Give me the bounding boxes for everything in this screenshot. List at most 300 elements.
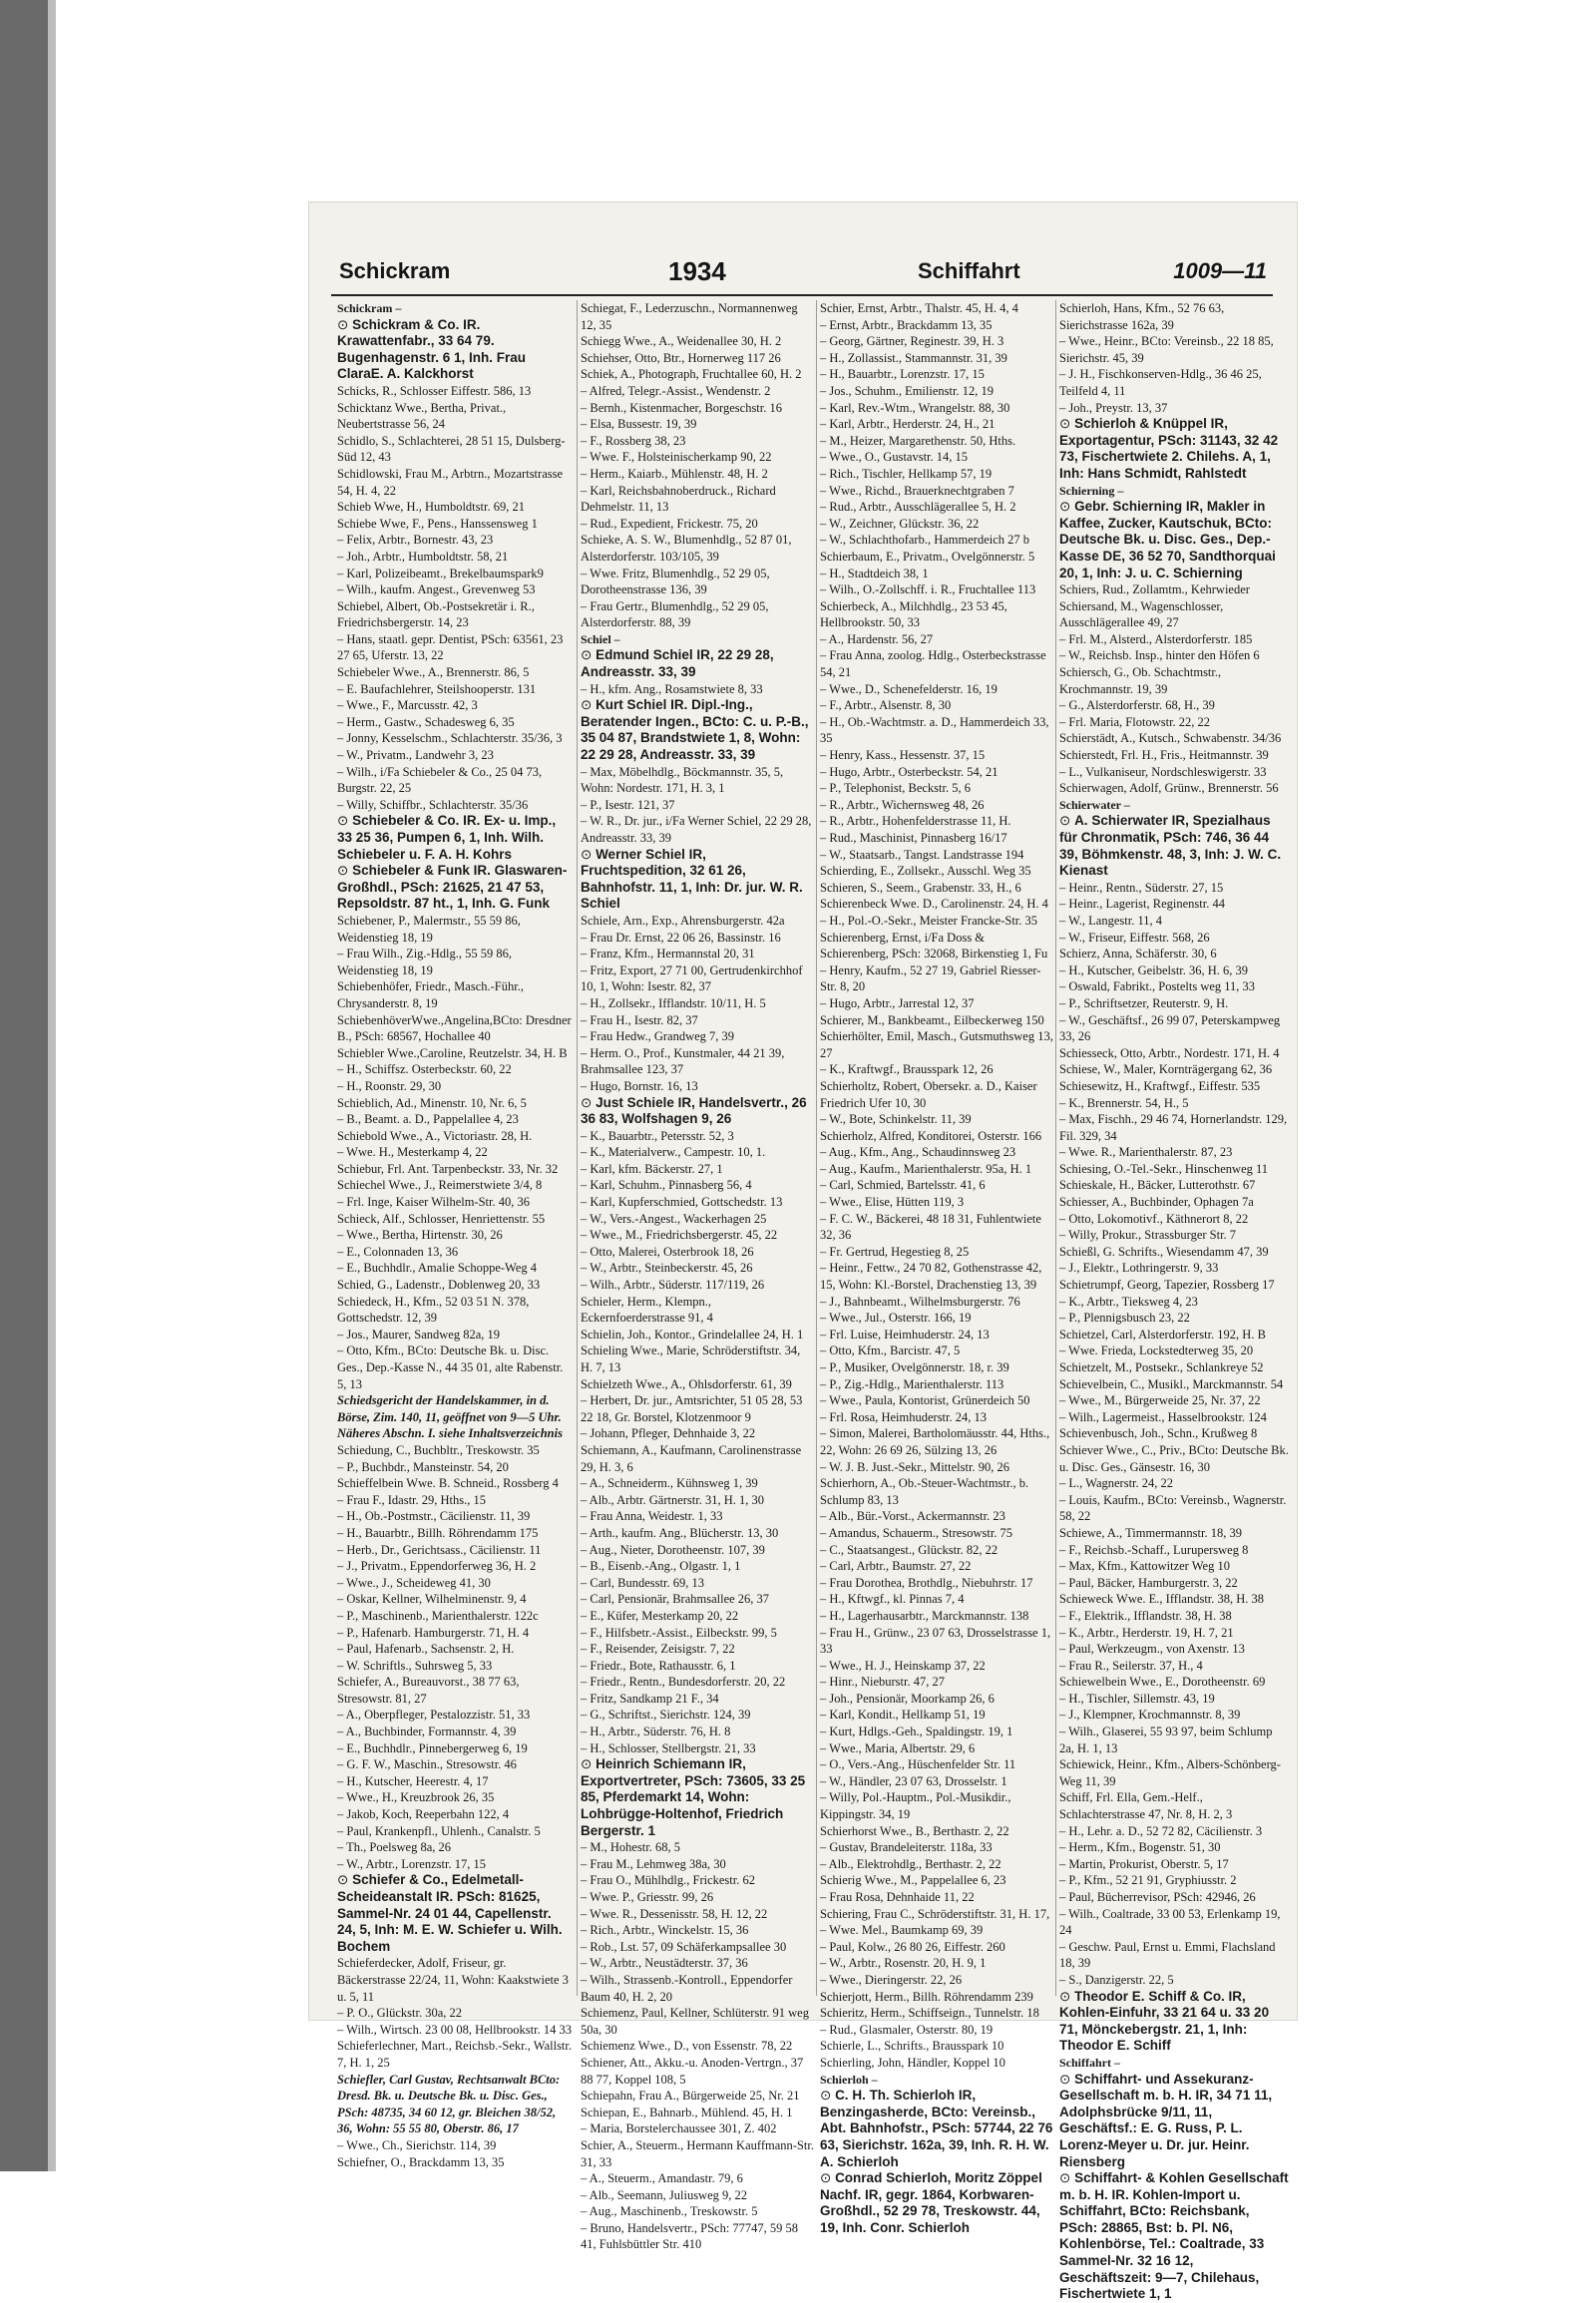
directory-entry: Schiedsgericht der Handelskammer, in d. Börse, Zim. 140, 11, geöffnet von 9—5 Uhr. Näheres Abschn. I. siehe Inhaltsverzeichnis: [337, 1393, 563, 1441]
directory-column-4: [1059, 300, 1289, 2302]
firm-entry: ⊙ Schiffahrt- & Kohlen Gesellschaft m. b. H. IR. Kohlen-Import u. Schiffahrt, BCto: Reichsbank, PSch: 28865, Bst: b. Pl. N6, Kohlenbörse, Tel.: Coaltrade, 33 Sammel-Nr. 32 16 12, Geschäftszeit: 9—7, Chilehaus, Fischertwiete 1, 1: [1059, 2170, 1289, 2303]
directory-entry: – Fritz, Sandkamp 21 F., 34: [581, 1691, 719, 1706]
directory-entry: Schietrumpf, Georg, Tapezier, Rossberg 17: [1059, 1278, 1275, 1293]
directory-entry: Schiedeck, H., Kfm., 52 03 51 N. 378, Gottschedstr. 12, 39: [337, 1294, 530, 1326]
directory-entry: – Wilh., Strassenb.-Kontroll., Eppendorfer Baum 40, H. 2, 20: [581, 1972, 793, 2004]
directory-entry: – Karl, Reichsbahnoberdruck., Richard Dehmelstr. 11, 13: [581, 483, 776, 515]
directory-entry: – Wwe., Heinr., BCto: Vereinsb., 22 18 85, Sierichstr. 45, 39: [1059, 334, 1274, 365]
directory-entry: – H., Pol.-O.-Sekr., Meister Francke-Str. 35: [820, 913, 1038, 928]
directory-entry: – K., Arbtr., Herderstr. 19, H. 7, 21: [1059, 1625, 1234, 1640]
directory-entry: – Henry, Kaufm., 52 27 19, Gabriel Riesser-Str. 8, 20: [820, 962, 1041, 994]
directory-entry: – Friedr., Rentn., Bundesdorferstr. 20, 22: [581, 1675, 786, 1690]
directory-entry: – Wwe. Frieda, Lockstedterweg 35, 20: [1059, 1343, 1254, 1358]
directory-entry: – Wwe. H., Mesterkamp 4, 22: [337, 1145, 488, 1160]
directory-entry: Schierstedt, Frl. H., Fris., Heitmannstr. 39: [1059, 748, 1269, 763]
directory-entry: – Frau H., Grünw., 23 07 63, Drosselstrasse 1, 33: [820, 1625, 1051, 1657]
directory-entry: – Aug., Kfm., Ang., Schaudinnsweg 23: [820, 1145, 1016, 1160]
directory-entry: – B., Eisenb.-Ang., Olgastr. 1, 1: [581, 1559, 741, 1574]
directory-entry: – K., Bauarbtr., Petersstr. 52, 3: [581, 1128, 734, 1143]
directory-entry: – Karl, Polizeibeamt., Brekelbaumspark9: [337, 566, 544, 580]
directory-entry: – Paul, Hafenarb., Sachsenstr. 2, H.: [337, 1642, 515, 1657]
directory-entry: – W., Friseur, Eiffestr. 568, 26: [1059, 930, 1210, 945]
directory-entry: – Frl. Rosa, Heimhuderstr. 24, 13: [820, 1409, 988, 1424]
section-heading: Schierning –: [1059, 483, 1124, 498]
directory-entry: – Wwe., Dieringerstr. 22, 26: [820, 1972, 963, 1987]
directory-entry: – Frl. Luise, Heimhuderstr. 24, 13: [820, 1327, 990, 1342]
directory-entry: – P., Hafenarb. Hamburgerstr. 71, H. 4: [337, 1625, 530, 1640]
directory-entry: Schiesing, O.-Tel.-Sekr., Hinschenweg 11: [1059, 1161, 1269, 1176]
firm-entry: ⊙ Schiffahrt- und Assekuranz-Gesellschaft m. b. H. IR, 34 71 11, Adolphsbrücke 9/11, 11, Geschäftsf.: E. G. Russ, P. L. Lorenz-Meyer u. Dr. jur. Heinr. Riensberg: [1059, 2072, 1289, 2171]
directory-entry: – Rich., Arbtr., Winckelstr. 15, 36: [581, 1923, 749, 1938]
directory-entry: Schießl, G. Schrifts., Wiesendamm 47, 39: [1059, 1244, 1269, 1259]
directory-entry: – Max, Fischh., 29 46 74, Hornerlandstr. 129, Fil. 329, 34: [1059, 1112, 1288, 1143]
directory-entry: Schierling, John, Händler, Koppel 10: [820, 2055, 1005, 2070]
directory-entry: – F., Elektrik., Ifflandstr. 38, H. 38: [1059, 1608, 1232, 1623]
directory-entry: Schier, A., Steuerm., Hermann Kauffmann-Str. 31, 33: [581, 2137, 814, 2169]
directory-entry: – S., Danzigerstr. 22, 5: [1059, 1972, 1174, 1987]
directory-entry: – H., Stadtdeich 38, 1: [820, 566, 929, 580]
directory-entry: – Simon, Malerei, Bartholomäusstr. 44, Hths., 22, Wohn: 26 69 26, Sülzing 13, 26: [820, 1426, 1050, 1457]
directory-entry: – Paul, Krankenpfl., Uhlenh., Canalstr. 5: [337, 1823, 541, 1838]
directory-entry: – H., Zollassist., Stammannstr. 31, 39: [820, 350, 1007, 365]
header-left-keyword: Schickram: [339, 258, 451, 283]
directory-entry: – Frl. Inge, Kaiser Wilhelm-Str. 40, 36: [337, 1195, 530, 1210]
firm-entry: ⊙ Kurt Schiel IR. Dipl.-Ing., Beratender Ingen., BCto: C. u. P.-B., 35 04 87, Brandstwiete 1, 8, Wohn: 22 29 28, Andreasstr. 33, 39: [581, 697, 814, 763]
directory-entry: – P., Zig.-Hdlg., Marienthalerstr. 113: [820, 1376, 1004, 1391]
directory-entry: – F., Hilfsbetr.-Assist., Eilbeckstr. 99, 5: [581, 1625, 777, 1640]
directory-entry: – Karl, Kupferschmied, Gottschedstr. 13: [581, 1195, 783, 1210]
directory-entry: – Paul, Bäcker, Hamburgerstr. 3, 22: [1059, 1575, 1238, 1590]
directory-entry: – Frau Anna, Weidestr. 1, 33: [581, 1509, 723, 1524]
directory-entry: Schied, G., Ladenstr., Doblenweg 20, 33: [337, 1278, 541, 1293]
directory-entry: – Wwe. R., Dessenisstr. 58, H. 12, 22: [581, 1906, 768, 1921]
directory-entry: – Wilh., Wirtsch. 23 00 08, Hellbrookstr. 14 33: [337, 2022, 572, 2037]
directory-entry: – Heinr., Fettw., 24 70 82, Gothenstrasse 42, 15, Wohn: Kl.-Borstel, Drachenstieg 13, 39: [820, 1261, 1042, 1293]
directory-entry: – H., Bauarbtr., Lorenzstr. 17, 15: [820, 367, 985, 382]
directory-entry: Schiepan, E., Bahnarb., Mühlend. 45, H. 1: [581, 2105, 793, 2119]
directory-entry: – Heinr., Rentn., Süderstr. 27, 15: [1059, 880, 1224, 895]
directory-entry: Schielin, Joh., Kontor., Grindelallee 24, H. 1: [581, 1327, 804, 1342]
directory-entry: – P., Isestr. 121, 37: [581, 797, 675, 812]
directory-column-2: [581, 300, 814, 2252]
directory-entry: – Wwe., Maria, Albertstr. 29, 6: [820, 1740, 976, 1755]
directory-entry: – K., Arbtr., Tieksweg 4, 23: [1059, 1294, 1198, 1309]
directory-entry: – Joh., Arbtr., Humboldtstr. 58, 21: [337, 549, 509, 564]
directory-entry: – W. Schriftls., Suhrsweg 5, 33: [337, 1658, 493, 1673]
directory-entry: – F., Arbtr., Alsenstr. 8, 30: [820, 698, 952, 713]
directory-entry: – Geschw. Paul, Ernst u. Emmi, Flachsland 18, 39: [1059, 1939, 1276, 1971]
directory-entry: – Frau H., Isestr. 82, 37: [581, 1012, 698, 1027]
directory-entry: – K., Kraftwgf., Brausspark 12, 26: [820, 1062, 994, 1077]
directory-entry: Schiemenz, Paul, Kellner, Schlüterstr. 91 weg 50a, 30: [581, 2006, 809, 2037]
section-heading: Schiel –: [581, 631, 620, 646]
directory-entry: – Karl, Schuhm., Pinnasberg 56, 4: [581, 1178, 752, 1193]
directory-entry: – W., Zeichner, Glückstr. 36, 22: [820, 516, 980, 531]
directory-entry: Schiek, A., Photograph, Fruchtallee 60, H. 2: [581, 367, 802, 382]
directory-entry: – Wwe. R., Marienthalerstr. 87, 23: [1059, 1145, 1233, 1160]
directory-entry: Schicktanz Wwe., Bertha, Privat., Neubertstrasse 56, 24: [337, 400, 507, 432]
directory-entry: – Wwe., F., Marcusstr. 42, 3: [337, 698, 478, 713]
section-heading: Schierloh –: [820, 2072, 878, 2087]
directory-entry: – H., Arbtr., Süderstr. 76, H. 8: [581, 1725, 731, 1739]
directory-entry: – Wwe., Richd., Brauerknechtgraben 7: [820, 483, 1014, 498]
directory-entry: – Wilh., kaufm. Angest., Grevenweg 53: [337, 582, 536, 597]
directory-entry: Schicks, R., Schlosser Eiffestr. 586, 13: [337, 383, 532, 398]
directory-entry: – H., Kutscher, Geibelstr. 36, H. 6, 39: [1059, 962, 1249, 977]
directory-entry: – Alb., Arbtr. Gärtnerstr. 31, H. 1, 30: [581, 1492, 765, 1507]
directory-entry: – Frau Anna, zoolog. Hdlg., Osterbeckstrasse 54, 21: [820, 648, 1046, 680]
directory-entry: – Frau Dr. Ernst, 22 06 26, Bassinstr. 16: [581, 930, 781, 945]
directory-entry: – W., Reichsb. Insp., hinter den Höfen 6: [1059, 648, 1260, 663]
directory-entry: – Arth., kaufm. Ang., Blücherstr. 13, 30: [581, 1525, 779, 1540]
directory-entry: Schiegg Wwe., A., Weidenallee 30, H. 2: [581, 334, 782, 349]
directory-entry: – Oskar, Kellner, Wilhelminenstr. 9, 4: [337, 1592, 527, 1607]
directory-entry: Schieferdecker, Adolf, Friseur, gr. Bäckerstrasse 22/24, 11, Wohn: Kaakstwiete 3 u. 5, 11: [337, 1956, 569, 2004]
directory-entry: – Herm. O., Prof., Kunstmaler, 44 21 39, Brahmsallee 123, 37: [581, 1045, 785, 1077]
directory-entry: – Fr. Gertrud, Hegestieg 8, 25: [820, 1244, 970, 1259]
directory-entry: – W. R., Dr. jur., i/Fa Werner Schiel, 22 29 28, Andreasstr. 33, 39: [581, 814, 812, 845]
directory-entry: Schierz, Anna, Schäferstr. 30, 6: [1059, 947, 1217, 961]
directory-entry: – Frau Rosa, Dehnhaide 11, 22: [820, 1890, 975, 1904]
section-heading: Schierwater –: [1059, 797, 1130, 812]
directory-entry: Schieskale, H., Bäcker, Lutterothstr. 67: [1059, 1178, 1256, 1193]
directory-entry: – J., Elektr., Lothringerstr. 9, 33: [1059, 1261, 1219, 1276]
directory-entry: – H., Kftwgf., kl. Pinnas 7, 4: [820, 1592, 965, 1607]
directory-entry: Schietzel, Carl, Alsterdorferstr. 192, H. B: [1059, 1327, 1266, 1342]
directory-entry: – Rob., Lst. 57, 09 Schäferkampsallee 30: [581, 1939, 787, 1954]
directory-entry: Schier, Ernst, Arbtr., Thalstr. 45, H. 4, 4: [820, 301, 1018, 315]
directory-entry: Schierig Wwe., M., Pappelallee 6, 23: [820, 1873, 1006, 1888]
directory-entry: – H., Tischler, Sillemstr. 43, 19: [1059, 1691, 1215, 1706]
directory-entry: – Wwe., Elise, Hütten 119, 3: [820, 1195, 965, 1210]
directory-entry: – P., Maschinenb., Marienthalerstr. 122c: [337, 1608, 539, 1623]
directory-entry: – J., Bahnbeamt., Wilhelmsburgerstr. 76: [820, 1294, 1020, 1309]
directory-entry: Schievenbusch, Joh., Schn., Krußweg 8: [1059, 1426, 1258, 1441]
directory-entry: Schieffelbein Wwe. B. Schneid., Rossberg 4: [337, 1476, 559, 1491]
firm-entry: ⊙ C. H. Th. Schierloh IR, Benzingasherde, BCto: Vereinsb., Abt. Bahnhofstr., PSch: 57744, 22 76 63, Sierichstr. 162a, 39, Inh. R. H. W. A. Schierloh: [820, 2088, 1053, 2170]
directory-entry: – M., Heizer, Margarethenstr. 50, Hths.: [820, 433, 1016, 448]
firm-entry: ⊙ Gebr. Schierning IR, Makler in Kaffee, Zucker, Kautschuk, BCto: Deutsche Bk. u. Disc. Ges., Dep.-Kasse DE, 36 52 70, Sandthorquai 20, 1, Inh: J. u. C. Schierning: [1059, 499, 1289, 581]
directory-entry: Schieke, A. S. W., Blumenhdlg., 52 87 01, Alsterdorferstr. 103/105, 39: [581, 533, 792, 564]
directory-entry: – Alb., Seemann, Juliusweg 9, 22: [581, 2187, 748, 2202]
directory-entry: – Louis, Kaufm., BCto: Vereinsb., Wagnerstr. 58, 22: [1059, 1492, 1287, 1524]
directory-entry: – Rud., Glasmaler, Osterstr. 80, 19: [820, 2022, 994, 2037]
directory-entry: – Wwe., D., Schenefelderstr. 16, 19: [820, 681, 998, 696]
directory-entry: – Karl, Rev.-Wtm., Wrangelstr. 88, 30: [820, 400, 1010, 415]
directory-entry: – E., Colonnaden 13, 36: [337, 1244, 459, 1259]
directory-entry: – Karl, Arbtr., Herderstr. 24, H., 21: [820, 417, 996, 432]
directory-entry: Schiebel, Albert, Ob.-Postsekretär i. R., Friedrichsbergerstr. 14, 23: [337, 598, 535, 630]
directory-entry: – L., Vulkaniseur, Nordschleswigerstr. 33: [1059, 764, 1267, 779]
firm-entry: ⊙ Werner Schiel IR, Fruchtspedition, 32 61 26, Bahnhofstr. 11, 1, Inh: Dr. jur. W. R. Schiel: [581, 847, 814, 913]
directory-entry: – H., Roonstr. 29, 30: [337, 1078, 442, 1093]
directory-entry: – Wwe., Bertha, Hirtenstr. 30, 26: [337, 1228, 503, 1243]
directory-entry: – G. F. W., Maschin., Stresowstr. 46: [337, 1757, 517, 1772]
directory-entry: Schiesewitz, H., Kraftwgf., Eiffestr. 535: [1059, 1078, 1261, 1093]
directory-entry: – Frau Dorothea, Brothdlg., Niebuhrstr. 17: [820, 1575, 1033, 1590]
directory-entry: Schiegat, F., Lederzuschn., Normannenweg 12, 35: [581, 301, 798, 332]
directory-entry: – Hugo, Arbtr., Osterbeckstr. 54, 21: [820, 764, 998, 779]
directory-entry: – Herbert, Dr. jur., Amtsrichter, 51 05 28, 53 22 18, Gr. Borstel, Klotzenmoor 9: [581, 1393, 803, 1424]
directory-entry: – Wwe., H. J., Heinskamp 37, 22: [820, 1658, 986, 1673]
directory-entry: Schiedung, C., Buchbltr., Treskowstr. 35: [337, 1442, 540, 1457]
directory-entry: – Johann, Pfleger, Dehnhaide 3, 22: [581, 1426, 756, 1441]
directory-entry: – P. O., Glückstr. 30a, 22: [337, 2006, 462, 2021]
directory-entry: – J., Privatm., Eppendorferweg 36, H. 2: [337, 1559, 537, 1574]
directory-entry: – Bruno, Handelsvertr., PSch: 77747, 59 58 41, Fuhlsbüttler Str. 410: [581, 2220, 799, 2252]
header-rule: [331, 294, 1273, 296]
directory-entry: Schierding, E., Zollsekr., Ausschl. Weg 35: [820, 864, 1031, 879]
directory-entry: Schierbaum, E., Privatm., Ovelgönnerstr. 5: [820, 549, 1035, 564]
directory-entry: – Wilh., O.-Zollschff. i. R., Fruchtallee 113: [820, 582, 1036, 597]
directory-entry: – Frl. M., Alsterd., Alsterdorferstr. 185: [1059, 631, 1253, 646]
directory-entry: – W., Bote, Schinkelstr. 11, 39: [820, 1112, 972, 1127]
directory-entry: – Frau O., Mühlhdlg., Frickestr. 62: [581, 1873, 755, 1888]
directory-entry: – Jos., Maurer, Sandweg 82a, 19: [337, 1327, 501, 1342]
directory-entry: – B., Beamt. a. D., Pappelallee 4, 23: [337, 1112, 519, 1127]
directory-entry: – F. C. W., Bäckerei, 48 18 31, Fuhlentwiete 32, 36: [820, 1211, 1041, 1243]
directory-entry: – Max, Möbelhdlg., Böckmannstr. 35, 5, Wohn: Nordestr. 171, H. 3, 1: [581, 764, 784, 796]
directory-entry: Schiff, Frl. Ella, Gem.-Helf., Schlachterstrasse 47, Nr. 8, H. 2, 3: [1059, 1790, 1233, 1822]
directory-entry: Schierloh, Hans, Kfm., 52 76 63, Sierichstrasse 162a, 39: [1059, 301, 1225, 332]
directory-entry: – Joh., Preystr. 13, 37: [1059, 400, 1168, 415]
section-heading: Schiffahrt –: [1059, 2055, 1120, 2070]
directory-entry: Schieblich, Ad., Minenstr. 10, Nr. 6, 5: [337, 1095, 527, 1110]
directory-entry: – K., Brennerstr. 54, H., 5: [1059, 1095, 1189, 1110]
directory-entry: – Frau F., Idastr. 29, Hths., 15: [337, 1492, 486, 1507]
directory-entry: – Jonny, Kesselschm., Schlachterstr. 35/36, 3: [337, 731, 563, 746]
directory-entry: – R., Arbtr., Hohenfelderstrasse 11, H.: [820, 814, 1011, 829]
header-right-keyword: Schiffahrt: [918, 258, 1020, 283]
firm-entry: ⊙ Theodor E. Schiff & Co. IR, Kohlen-Einfuhr, 33 21 64 u. 33 20 71, Mönckebergstr. 21, 1, Inh: Theodor E. Schiff: [1059, 1989, 1289, 2055]
directory-entry: – W., Arbtr., Neustädterstr. 37, 36: [581, 1956, 748, 1971]
directory-entry: – R., Arbtr., Wichernsweg 48, 26: [820, 797, 985, 812]
directory-entry: – Alb., Elektrohdlg., Berthastr. 2, 22: [820, 1856, 1001, 1871]
directory-entry: – Carl, Arbtr., Baumstr. 27, 22: [820, 1559, 972, 1574]
directory-entry: Schieweck Wwe. E., Ifflandstr. 38, H. 38: [1059, 1592, 1265, 1607]
directory-entry: Schieb Wwe, H., Humboldtstr. 69, 21: [337, 500, 525, 515]
directory-entry: – J., Klempner, Krochmannstr. 8, 39: [1059, 1708, 1241, 1723]
directory-entry: – H., Lagerhausarbtr., Marckmannstr. 138: [820, 1608, 1029, 1623]
directory-entry: Schierholtz, Robert, Obersekr. a. D., Kaiser Friedrich Ufer 10, 30: [820, 1078, 1037, 1110]
directory-entry: – Kurt, Hdlgs.-Geh., Spaldingstr. 19, 1: [820, 1725, 1013, 1739]
directory-entry: – Hugo, Bornstr. 16, 13: [581, 1078, 698, 1093]
directory-entry: – Aug., Nieter, Dorotheenstr. 107, 39: [581, 1542, 765, 1557]
directory-entry: – W., Privatm., Landwehr 3, 23: [337, 748, 494, 763]
directory-entry: Schierer, M., Bankbeamt., Eilbeckerweg 150: [820, 1012, 1044, 1027]
directory-entry: Schiefler, Carl Gustav, Rechtsanwalt BCto: Dresd. Bk. u. Deutsche Bk. u. Disc. Ges., PSch: 48735, 34 60 12, gr. Bleichen 38/52, 36, Wohn: 55 55 80, Oberstr. 86, 17: [337, 2072, 561, 2136]
directory-entry: – F., Rossberg 38, 23: [581, 433, 686, 448]
directory-entry: Schiewelbein Wwe., E., Dorotheenstr. 69: [1059, 1675, 1266, 1690]
directory-entry: Schiebeler Wwe., A., Brennerstr. 86, 5: [337, 665, 530, 680]
directory-entry: – E. Baufachlehrer, Steilshooperstr. 131: [337, 681, 537, 696]
directory-entry: Schiers, Rud., Zollamtm., Kehrwieder: [1059, 582, 1250, 597]
directory-entry: Schidlowski, Frau M., Arbtrn., Mozartstrasse 54, H. 4, 22: [337, 466, 564, 498]
directory-entry: – H., Schlosser, Stellbergstr. 21, 33: [581, 1740, 756, 1755]
directory-entry: – H., Ob.-Postmstr., Cäcilienstr. 11, 39: [337, 1509, 531, 1524]
directory-page: [309, 202, 1297, 2302]
directory-entry: Schierenberg, Ernst, i/Fa Doss & Schierenberg, PSch: 32068, Birkenstieg 1, Fu: [820, 930, 1048, 961]
directory-entry: – Ernst, Arbtr., Brackdamm 13, 35: [820, 317, 993, 332]
directory-entry: – Jakob, Koch, Reeperbahn 122, 4: [337, 1807, 510, 1822]
directory-entry: – Alfred, Telegr.-Assist., Wendenstr. 2: [581, 383, 771, 398]
directory-entry: Schidlo, S., Schlachterei, 28 51 15, Dulsberg-Süd 12, 43: [337, 433, 566, 465]
directory-entry: – Joh., Pensionär, Moorkamp 26, 6: [820, 1691, 995, 1706]
directory-entry: – Georg, Gärtner, Reginestr. 39, H. 3: [820, 334, 1004, 349]
directory-entry: Schieck, Alf., Schlosser, Henriettenstr. 55: [337, 1211, 546, 1226]
directory-entry: Schiewe, A., Timmermannstr. 18, 39: [1059, 1525, 1242, 1540]
directory-entry: Schierjott, Herm., Billh. Röhrendamm 239: [820, 1989, 1033, 2004]
directory-entry: – Carl, Bundesstr. 69, 13: [581, 1575, 704, 1590]
directory-entry: – Carl, Pensionär, Brahmsallee 26, 37: [581, 1592, 770, 1607]
directory-entry: Schiemann, A., Kaufmann, Carolinenstrasse 29, H. 3, 6: [581, 1442, 802, 1474]
directory-entry: Schieferlechner, Mart., Reichsb.-Sekr., Wallstr. 7, H. 1, 25: [337, 2039, 573, 2070]
directory-entry: Schierle, L., Schrifts., Brausspark 10: [820, 2039, 1004, 2054]
directory-entry: Schieling Wwe., Marie, Schröderstiftstr. 34, H. 7, 13: [581, 1343, 801, 1374]
directory-entry: – Felix, Arbtr., Bornestr. 43, 23: [337, 533, 494, 548]
directory-entry: – Martin, Prokurist, Oberstr. 5, 17: [1059, 1856, 1229, 1871]
directory-entry: – Frau R., Seilerstr. 37, H., 4: [1059, 1658, 1203, 1673]
directory-entry: Schieren, S., Seem., Grabenstr. 33, H., 6: [820, 880, 1021, 895]
directory-entry: – Rich., Tischler, Hellkamp 57, 19: [820, 466, 993, 481]
directory-entry: – G., Schriftst., Sierichstr. 124, 39: [581, 1708, 751, 1723]
directory-entry: – Wwe. Mel., Baumkamp 69, 39: [820, 1923, 984, 1938]
directory-entry: Schietzelt, M., Postsekr., Schlankreye 52: [1059, 1360, 1264, 1374]
directory-entry: – W., Vers.-Angest., Wackerhagen 25: [581, 1211, 767, 1226]
firm-entry: ⊙ Edmund Schiel IR, 22 29 28, Andreasstr. 33, 39: [581, 647, 814, 680]
directory-entry: Schiebler Wwe.,Caroline, Reutzelstr. 34, H. B: [337, 1045, 568, 1060]
directory-entry: – W., Schlachthofarb., Hammerdeich 27 b: [820, 533, 1030, 548]
directory-entry: Schiele, Arn., Exp., Ahrensburgerstr. 42a: [581, 913, 785, 928]
directory-entry: – W., Geschäftsf., 26 99 07, Peterskampweg 33, 26: [1059, 1012, 1281, 1044]
column-divider: [1055, 300, 1056, 1996]
directory-entry: – Wilh., Glaserei, 55 93 97, beim Schlump 2a, H. 1, 13: [1059, 1725, 1273, 1755]
directory-entry: Schielzeth Wwe., A., Ohlsdorferstr. 61, 39: [581, 1376, 792, 1391]
directory-entry: – Wilh., i/Fa Schiebeler & Co., 25 04 73, Burgstr. 22, 25: [337, 764, 543, 796]
directory-entry: – W., Langestr. 11, 4: [1059, 913, 1163, 928]
directory-entry: – W., Staatsarb., Tangst. Landstrasse 194: [820, 847, 1024, 862]
directory-entry: Schierhölter, Emil, Masch., Gutsmuthsweg 13, 27: [820, 1029, 1053, 1060]
directory-entry: – P., Buchbdr., Mansteinstr. 54, 20: [337, 1459, 509, 1474]
directory-entry: – Max, Kfm., Kattowitzer Weg 10: [1059, 1559, 1230, 1574]
directory-entry: – H., kfm. Ang., Rosamstwiete 8, 33: [581, 681, 763, 696]
firm-entry: ⊙ A. Schierwater IR, Spezialhaus für Chronmatik, PSch: 746, 36 44 39, Böhmkenstr. 48, 3, Inh: J. W. C. Kienast: [1059, 813, 1289, 879]
directory-entry: – F., Reisender, Zeisigstr. 7, 22: [581, 1642, 735, 1657]
directory-entry: – H., Ob.-Wachtmstr. a. D., Hammerdeich 33, 35: [820, 714, 1049, 746]
directory-entry: – E., Buchhdlr., Pinnebergerweg 6, 19: [337, 1740, 528, 1755]
directory-entry: – W. J. B. Just.-Sekr., Mittelstr. 90, 26: [820, 1459, 1009, 1474]
directory-entry: – A., Hardenstr. 56, 27: [820, 631, 934, 646]
directory-entry: – P., Schriftsetzer, Reuterstr. 9, H.: [1059, 995, 1229, 1010]
directory-entry: Schievelbein, C., Musikl., Marckmannstr. 54: [1059, 1376, 1284, 1391]
directory-entry: Schiewick, Heinr., Kfm., Albers-Schönberg-Weg 11, 39: [1059, 1757, 1281, 1788]
directory-entry: – E., Buchhdlr., Amalie Schoppe-Weg 4: [337, 1261, 537, 1276]
directory-entry: – Wwe. Fritz, Blumenhdlg., 52 29 05, Dorotheenstrasse 136, 39: [581, 566, 770, 597]
directory-entry: Schierbeck, A., Milchhdlg., 23 53 45, Hellbrookstr. 50, 33: [820, 598, 1007, 630]
directory-entry: – Wwe., J., Scheideweg 41, 30: [337, 1575, 491, 1590]
directory-entry: – Wwe., M., Bürgerweide 25, Nr. 37, 22: [1059, 1393, 1261, 1408]
directory-entry: Schierhorst Wwe., B., Berthastr. 2, 22: [820, 1823, 1009, 1838]
firm-entry: ⊙ Heinrich Schiemann IR, Exportvertreter, PSch: 73605, 33 25 85, Pferdemarkt 14, Wohn: Lohbrügge-Holtenhof, Friedrich Bergerstr. 1: [581, 1756, 814, 1839]
directory-entry: Schiesser, A., Buchbinder, Ophagen 7a: [1059, 1195, 1254, 1210]
directory-entry: – Hinr., Nieburstr. 47, 27: [820, 1675, 945, 1690]
directory-entry: Schiese, W., Maler, Kornträgergang 62, 36: [1059, 1062, 1273, 1077]
column-divider: [577, 300, 578, 1996]
directory-entry: – J. H., Fischkonserven-Hdlg., 36 46 25, Teilfeld 4, 11: [1059, 367, 1262, 398]
directory-entry: Schiering, Frau C., Schröderstiftstr. 31, H. 17,: [820, 1906, 1050, 1921]
directory-entry: – Rud., Expedient, Frickestr. 75, 20: [581, 516, 758, 531]
directory-entry: – Herb., Dr., Gerichtsass., Cäcilienstr. 11: [337, 1542, 542, 1557]
directory-entry: – A., Schneiderm., Kühnsweg 1, 39: [581, 1476, 758, 1491]
firm-entry: ⊙ Conrad Schierloh, Moritz Zöppel Nachf. IR, gegr. 1864, Korbwaren-Großhdl., 52 29 78, Treskowstr. 44, 19, Inh. Conr. Schierloh: [820, 2170, 1053, 2236]
directory-entry: Schiersand, M., Wagenschlosser, Ausschlägerallee 49, 27: [1059, 598, 1224, 630]
directory-entry: Schiemenz Wwe., D., von Essenstr. 78, 22: [581, 2039, 793, 2054]
directory-entry: – Wilh., Coaltrade, 33 00 53, Erlenkamp 19, 24: [1059, 1906, 1281, 1938]
directory-entry: – Th., Poelsweg 8a, 26: [337, 1840, 451, 1855]
directory-entry: – Otto, Kfm., Barcistr. 47, 5: [820, 1343, 961, 1358]
directory-entry: – Otto, Malerei, Osterbrook 18, 26: [581, 1244, 754, 1259]
firm-entry: ⊙ Schierloh & Knüppel IR, Exportagentur, PSch: 31143, 32 42 73, Fischertwiete 2. Chilehs. A, 1, Inh: Hans Schmidt, Rahlstedt: [1059, 416, 1289, 482]
directory-entry: – Wwe., O., Gustavstr. 14, 15: [820, 450, 969, 465]
directory-entry: Schiepahn, Frau A., Bürgerweide 25, Nr. 21: [581, 2089, 800, 2104]
firm-entry: ⊙ Schiebeler & Co. IR. Ex- u. Imp., 33 25 36, Pumpen 6, 1, Inh. Wilh. Schiebeler u. F. A. H. Kohrs: [337, 813, 573, 863]
directory-entry: Schierenbeck Wwe. D., Carolinenstr. 24, H. 4: [820, 897, 1048, 912]
directory-entry: Schiebenhöfer, Friedr., Masch.-Führ., Chrysanderstr. 8, 19: [337, 979, 524, 1010]
directory-entry: – Aug., Kaufm., Marienthalerstr. 95a, H. 1: [820, 1161, 1032, 1176]
directory-entry: Schiefer, A., Bureauvorst., 38 77 63, Stresowstr. 81, 27: [337, 1675, 520, 1706]
firm-entry: ⊙ Schiefer & Co., Edelmetall-Scheideanstalt IR. PSch: 81625, Sammel-Nr. 24 01 44, Capellenstr. 24, 5, Inh: M. E. W. Schiefer u. Wilh. Bochem: [337, 1872, 573, 1955]
directory-entry: – Wwe., Jul., Osterstr. 166, 19: [820, 1311, 972, 1326]
directory-entry: – Willy, Prokur., Strassburger Str. 7: [1059, 1228, 1237, 1243]
directory-entry: – Herm., Kfm., Bogenstr. 51, 30: [1059, 1840, 1221, 1855]
directory-entry: – M., Hohestr. 68, 5: [581, 1840, 680, 1855]
header-page-number: 1009—11: [1173, 258, 1267, 283]
directory-entry: – P., Telephonist, Beckstr. 5, 6: [820, 781, 971, 796]
directory-entry: – Frau Gertr., Blumenhdlg., 52 29 05, Alsterdorferstr. 88, 39: [581, 598, 769, 630]
column-divider: [816, 300, 817, 1996]
directory-entry: – H., Lehr. a. D., 52 72 82, Cäcilienstr. 3: [1059, 1823, 1263, 1838]
directory-entry: – Otto, Lokomotivf., Käthnerort 8, 22: [1059, 1211, 1249, 1226]
directory-entry: – Wilh., Arbtr., Süderstr. 117/119, 26: [581, 1278, 765, 1293]
directory-entry: – Willy, Schiffbr., Schlachterstr. 35/36: [337, 797, 529, 812]
directory-entry: – Frau Hedw., Grandweg 7, 39: [581, 1029, 735, 1044]
directory-entry: – Elsa, Bussestr. 19, 39: [581, 417, 697, 432]
directory-entry: Schiebold Wwe., A., Victoriastr. 28, H.: [337, 1128, 533, 1143]
directory-entry: – Rud., Arbtr., Ausschlägerallee 5, H. 2: [820, 500, 1016, 515]
directory-entry: – W., Arbtr., Lorenzstr. 17, 15: [337, 1856, 486, 1871]
directory-entry: – Wwe., Paula, Kontorist, Grünerdeich 50: [820, 1393, 1030, 1408]
directory-entry: – Herm., Gastw., Schadesweg 6, 35: [337, 714, 515, 729]
directory-entry: – Alb., Bür.-Vorst., Ackermannstr. 23: [820, 1509, 1005, 1524]
directory-entry: – Oswald, Fabrikt., Postelts weg 11, 33: [1059, 979, 1256, 994]
directory-entry: Schierwagen, Adolf, Grünw., Brennerstr. 56: [1059, 781, 1279, 796]
directory-entry: Schiersch, G., Ob. Schachtmstr., Krochmannstr. 19, 39: [1059, 665, 1222, 696]
book-gutter-shadow: [48, 0, 56, 2171]
directory-entry: – E., Küfer, Mesterkamp 20, 22: [581, 1608, 739, 1623]
running-head: [329, 258, 1277, 292]
directory-entry: – Friedr., Bote, Rathausstr. 6, 1: [581, 1658, 736, 1673]
directory-entry: – Fritz, Export, 27 71 00, Gertrudenkirchhof 10, 1, Wohn: Isestr. 82, 37: [581, 962, 803, 994]
firm-entry: ⊙ Schickram & Co. IR. Krawattenfabr., 33 64 79. Bugenhagenstr. 6 1, Inh. Frau ClaraE. A. Kalckhorst: [337, 317, 573, 383]
directory-entry: Schiesseck, Otto, Arbtr., Nordestr. 171, H. 4: [1059, 1045, 1280, 1060]
directory-entry: Schiebe Wwe, F., Pens., Hanssensweg 1: [337, 516, 538, 531]
directory-column-3: [820, 300, 1053, 2235]
directory-entry: – Amandus, Schauerm., Stresowstr. 75: [820, 1525, 1013, 1540]
directory-entry: – Gustav, Brandeleiterstr. 118a, 33: [820, 1840, 993, 1855]
directory-entry: – Aug., Maschinenb., Treskowstr. 5: [581, 2204, 758, 2219]
directory-entry: – H., Zollsekr., Ifflandstr. 10/11, H. 5: [581, 995, 766, 1010]
directory-entry: – Wilh., Lagermeist., Hasselbrookstr. 124: [1059, 1409, 1267, 1424]
